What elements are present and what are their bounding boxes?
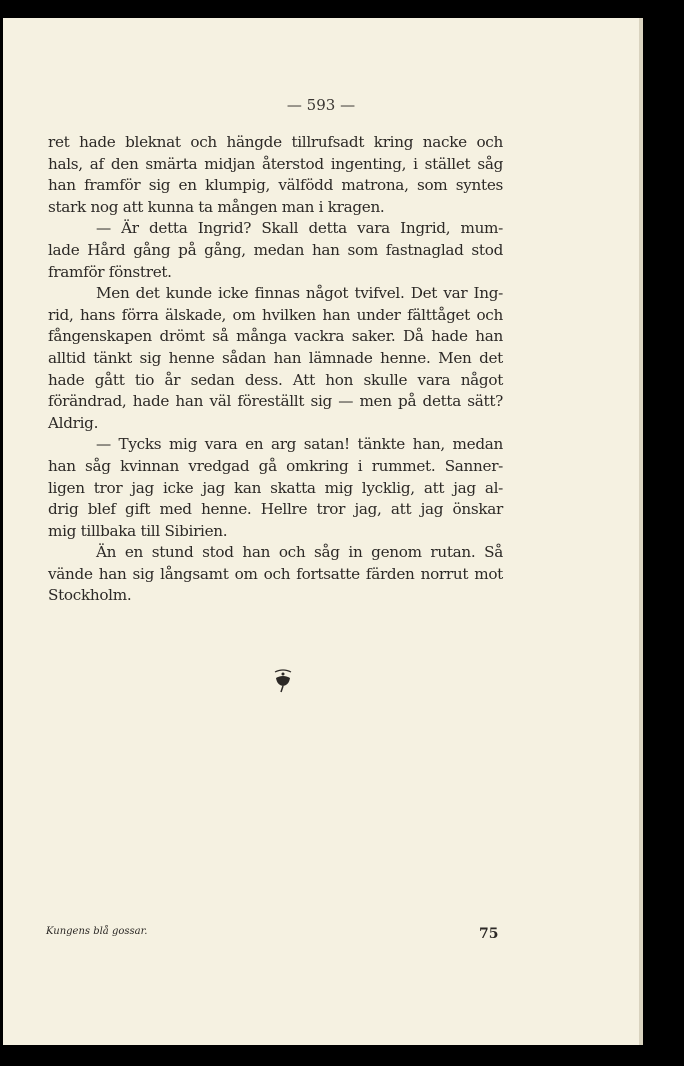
text-line: Men det kunde icke finnas något tvifvel. Det var Ing- <box>96 284 503 303</box>
text-line: mig tillbaka till Sibirien. <box>48 521 228 540</box>
page-edge <box>639 18 643 1045</box>
text-line: han framför sig en klumpig, välfödd matrona, som syntes <box>48 176 503 195</box>
fleuron-ornament-icon <box>273 668 293 694</box>
text-line: fångenskapen drömt så många vackra saker. Då hade han <box>48 327 503 346</box>
text-line: hade gått tio år sedan dess. Att hon skulle vara något <box>48 370 503 389</box>
page-header-number: — 593 — <box>286 96 356 114</box>
text-line: — Är detta Ingrid? Skall detta vara Ingrid, mum- <box>96 219 503 238</box>
footer-page-number: 75 <box>479 926 499 942</box>
text-line: drig blef gift med henne. Hellre tror jag, att jag önskar <box>48 500 503 519</box>
text-line: ligen tror jag icke jag kan skatta mig lycklig, att jag al- <box>48 478 503 497</box>
text-line: lade Hård gång på gång, medan han som fastnaglad stod <box>48 240 503 259</box>
text-line: framför fönstret. <box>48 262 172 281</box>
text-line: Än en stund stod han och såg in genom rutan. Så <box>96 543 503 562</box>
text-line: hals, af den smärta midjan återstod ingenting, i stället såg <box>48 154 503 173</box>
text-line: stark nog att kunna ta mången man i kragen. <box>48 197 385 216</box>
footer-signature: Kungens blå gossar. <box>46 926 148 937</box>
text-line: vände han sig långsamt om och fortsatte färden norrut mot <box>48 564 503 583</box>
book-page <box>3 18 639 1045</box>
text-line: han såg kvinnan vredgad gå omkring i rummet. Sanner- <box>48 456 503 475</box>
text-line: alltid tänkt sig henne sådan han lämnade henne. Men det <box>48 348 503 367</box>
text-line: Aldrig. <box>48 413 99 432</box>
text-line: ret hade bleknat och hängde tillrufsadt kring nacke och <box>48 133 503 151</box>
text-line: — Tycks mig vara en arg satan! tänkte han, medan <box>96 435 503 454</box>
text-line: Stockholm. <box>48 586 132 605</box>
text-line: rid, hans förra älskade, om hvilken han under fälttåget och <box>48 305 503 324</box>
text-line: förändrad, hade han väl föreställt sig — men på detta sätt? <box>48 392 503 411</box>
body-text <box>48 132 503 607</box>
